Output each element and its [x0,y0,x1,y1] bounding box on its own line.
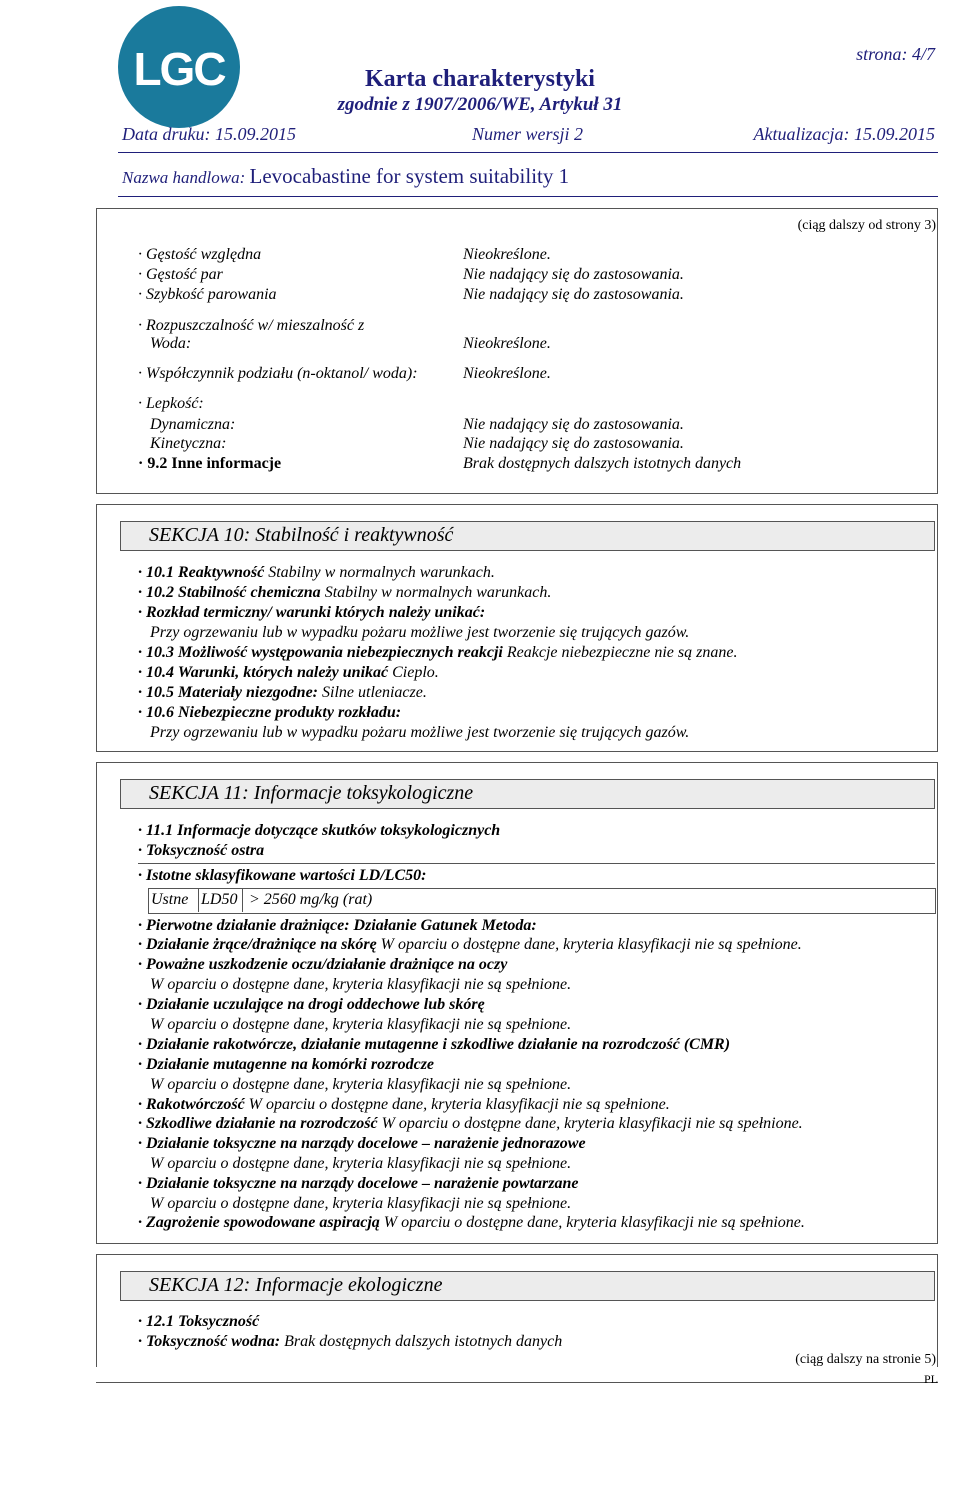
text-line: · Pierwotne działanie drażniące: Działanie Gatunek Metoda: [138,917,537,934]
section-10-title: SEKCJA 10: Stabilność i reaktywność [149,524,454,546]
text-line: W oparciu o dostępne dane, kryteria klasyfikacji nie są spełnione. [150,1195,572,1212]
text-line: W oparciu o dostępne dane, kryteria klasyfikacji nie są spełnione. [150,976,572,993]
text-line: · 10.5 Materiały niezgodne: Silne utleniacze. [138,684,427,701]
trade-name-label: Nazwa handlowa: [122,168,246,187]
text-line: · 10.1 Reaktywność Stabilny w normalnych warunkach. [138,564,495,581]
property-row: Woda: Nieokreślone. [150,335,551,352]
text-line: W oparciu o dostępne dane, kryteria klasyfikacji nie są spełnione. [150,1076,572,1093]
text-line: · 10.3 Możliwość występowania niebezpiecznych reakcji Reakcje niebezpieczne nie są znane. [138,644,738,661]
property-row: · Gęstość względna Nieokreślone. [138,246,551,263]
text-line: · Działanie żrące/drażniące na skórę W oparciu o dostępne dane, kryteria klasyfikacji nie są spełnione. [138,936,802,953]
property-row: Dynamiczna: Nie nadający się do zastosowania. [150,416,684,433]
trade-name: Levocabastine for system suitability 1 [249,164,570,188]
table-rule [138,863,935,864]
property-row: · Współczynnik podziału (n-oktanol/ woda): Nieokreślone. [138,365,551,382]
text-line: W oparciu o dostępne dane, kryteria klasyfikacji nie są spełnione. [150,1155,572,1172]
page-number: strona: 4/7 [856,44,935,64]
text-line: · Istotne sklasyfikowane wartości LD/LC50: [138,867,427,884]
ld50-table [148,888,936,914]
text-line: · 10.6 Niebezpieczne produkty rozkładu: [138,704,402,721]
print-date: Data druku: 15.09.2015 [122,124,296,144]
text-line: · Rakotwórczość W oparciu o dostępne dane, kryteria klasyfikacji nie są spełnione. [138,1096,670,1113]
ld50-route: Ustne [151,891,189,908]
property-row: Kinetyczna: Nie nadający się do zastosowania. [150,435,684,452]
section-11-header [120,779,935,809]
ld50-type: LD50 [201,891,238,908]
continued-to: (ciąg dalszy na stronie 5) [795,1352,936,1367]
text-line: · 10.2 Stabilność chemiczna Stabilny w normalnych warunkach. [138,584,552,601]
text-line: · Poważne uszkodzenie oczu/działanie drażniące na oczy [138,956,508,973]
text-line: · Toksyczność wodna: Brak dostępnych dalszych istotnych danych [138,1333,563,1350]
section-12-title: SEKCJA 12: Informacje ekologiczne [149,1274,443,1296]
ld50-value: > 2560 mg/kg (rat) [249,891,373,908]
property-row: · Gęstość par Nie nadający się do zastosowania. [138,266,684,283]
header-divider [118,152,938,153]
section-10-header [120,521,935,551]
text-line: W oparciu o dostępne dane, kryteria klasyfikacji nie są spełnione. [150,1016,572,1033]
text-line: · Działanie mutagenne na komórki rozrodcze [138,1056,435,1073]
text-line: · Działanie toksyczne na narządy docelowe – narażenie jednorazowe [138,1135,586,1152]
text-line: · Toksyczność ostra [138,842,265,859]
text-line: · Zagrożenie spowodowane aspiracją W oparciu o dostępne dane, kryteria klasyfikacji nie są spełnione. [138,1214,805,1231]
section-11-title: SEKCJA 11: Informacje toksykologiczne [149,782,474,804]
text-line: Przy ogrzewaniu lub w wypadku pożaru możliwe jest tworzenie się trujących gazów. [150,624,690,641]
document-subtitle: zgodnie z 1907/2006/WE, Artykuł 31 [337,94,623,115]
continued-from: (ciąg dalszy od strony 3) [797,218,936,233]
version-number: Numer wersji 2 [472,124,584,144]
text-line: · 11.1 Informacje dotyczące skutków toksykologicznych [138,822,501,839]
property-row: · Szybkość parowania Nie nadający się do zastosowania. [138,286,684,303]
language-code: PL [923,1372,938,1386]
trade-divider [118,196,938,197]
text-line: · Rozkład termiczny/ warunki których należy unikać: [138,604,486,621]
property-row: · Rozpuszczalność w/ mieszalność z [138,317,365,334]
text-line: · Działanie rakotwórcze, działanie mutagenne i szkodliwe działanie na rozrodczość (CMR) [138,1036,731,1053]
text-line: · 12.1 Toksyczność [138,1313,260,1330]
text-line: · 10.4 Warunki, których należy unikać Cieplo. [138,664,439,681]
update-date: Aktualizacja: 15.09.2015 [753,124,935,144]
document-title: Karta charakterystyki [365,66,595,92]
property-row: · Lepkość: [138,395,204,412]
section-12-header [120,1271,935,1301]
text-line: · Szkodliwe działanie na rozrodczość W oparciu o dostępne dane, kryteria klasyfikacji nie są spełnione. [138,1115,803,1132]
text-line: · Działanie uczulające na drogi oddechowe lub skórę [138,996,485,1013]
text-line: Przy ogrzewaniu lub w wypadku pożaru możliwe jest tworzenie się trujących gazów. [150,724,690,741]
logo-text: LGC [133,43,225,95]
footer-rule [96,1382,938,1383]
trade-name-line [122,164,569,189]
text-line: · Działanie toksyczne na narządy docelowe – narażenie powtarzane [138,1175,579,1192]
property-row: · 9.2 Inne informacje Brak dostępnych dalszych istotnych danych [138,455,742,472]
